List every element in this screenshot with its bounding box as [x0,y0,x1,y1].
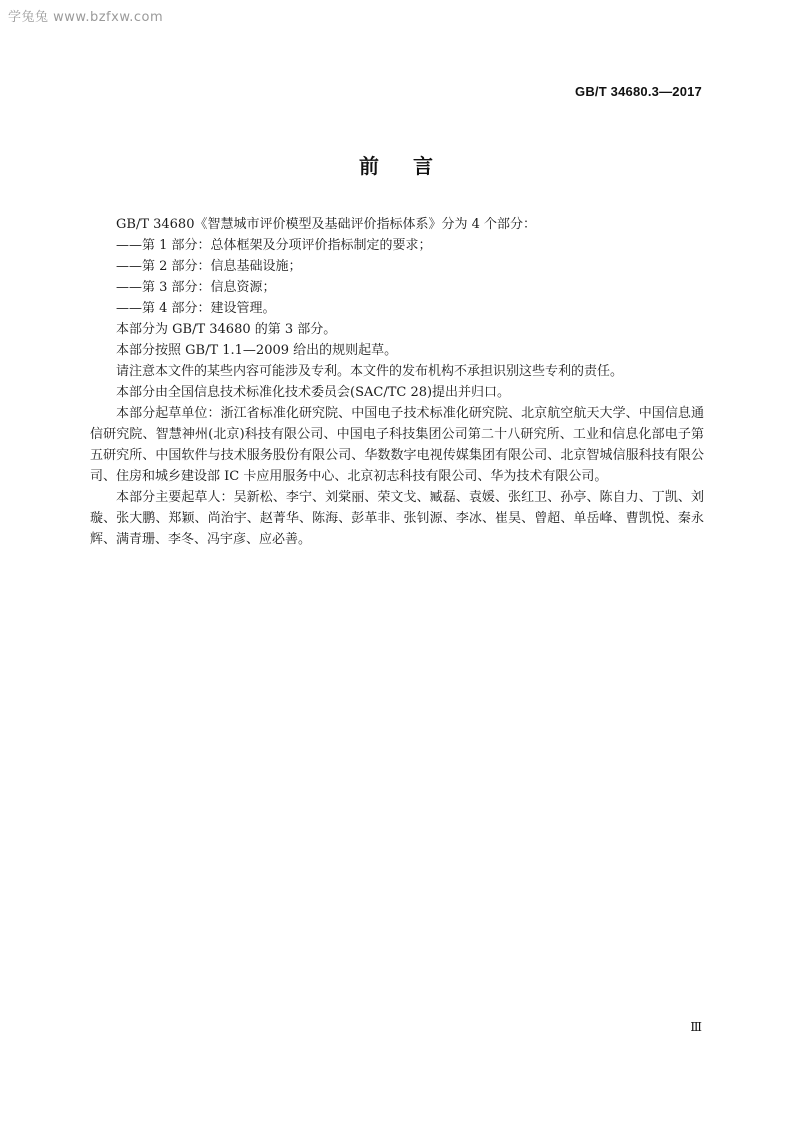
list-item-part-2: ——第 2 部分：信息基础设施； [116,259,302,274]
paragraph-patent-notice: 请注意本文件的某些内容可能涉及专利。本文件的发布机构不承担识别这些专利的责任。 [116,364,624,379]
paragraph-this-part: 本部分为 GB/T 34680 的第 3 部分。 [116,322,337,337]
document-body [90,214,704,550]
standard-code: GB/T 34680.3—2017 [575,84,702,99]
paragraph-proposer: 本部分由全国信息技术标准化技术委员会(SAC/TC 28)提出并归口。 [116,385,511,400]
paragraph-drafting-units: 本部分起草单位：浙江省标准化研究院、中国电子技术标准化研究院、北京航空航天大学、中国信息通信研究院、智慧神州(北京)科技有限公司、中国电子科技集团公司第二十八研究所、工业和信息化部电子第五研究所、中国软件与技术服务股份有限公司、华数数字电视传媒集团有限公司、北京智城信服科技有限公司、住房和城乡建设部 IC 卡应用服务中心、北京初志科技有限公司、华为技术有限公司。 [90,406,704,484]
page-number: Ⅲ [690,1020,702,1034]
paragraph-drafters: 本部分主要起草人：吴新松、李宁、刘棠丽、荣文戈、臧磊、袁媛、张红卫、孙亭、陈自力、丁凯、刘璇、张大鹏、郑颖、尚治宇、赵菁华、陈海、彭革非、张钊源、李冰、崔昊、曾超、单岳峰、曹凯悦、秦永辉、满青珊、李冬、冯宇彦、应必善。 [90,490,704,547]
list-item-part-3: ——第 3 部分：信息资源； [116,280,276,295]
list-item-part-4: ——第 4 部分：建设管理。 [116,301,276,316]
paragraph-parts-intro: GB/T 34680《智慧城市评价模型及基础评价指标体系》分为 4 个部分： [116,217,537,232]
paragraph-drafting-rules: 本部分按照 GB/T 1.1—2009 给出的规则起草。 [116,343,398,358]
list-item-part-1: ——第 1 部分：总体框架及分项评价指标制定的要求； [116,238,432,253]
page-title: 前言 [359,154,467,178]
watermark: 学兔兔 www.bzfxw.com [8,10,164,25]
